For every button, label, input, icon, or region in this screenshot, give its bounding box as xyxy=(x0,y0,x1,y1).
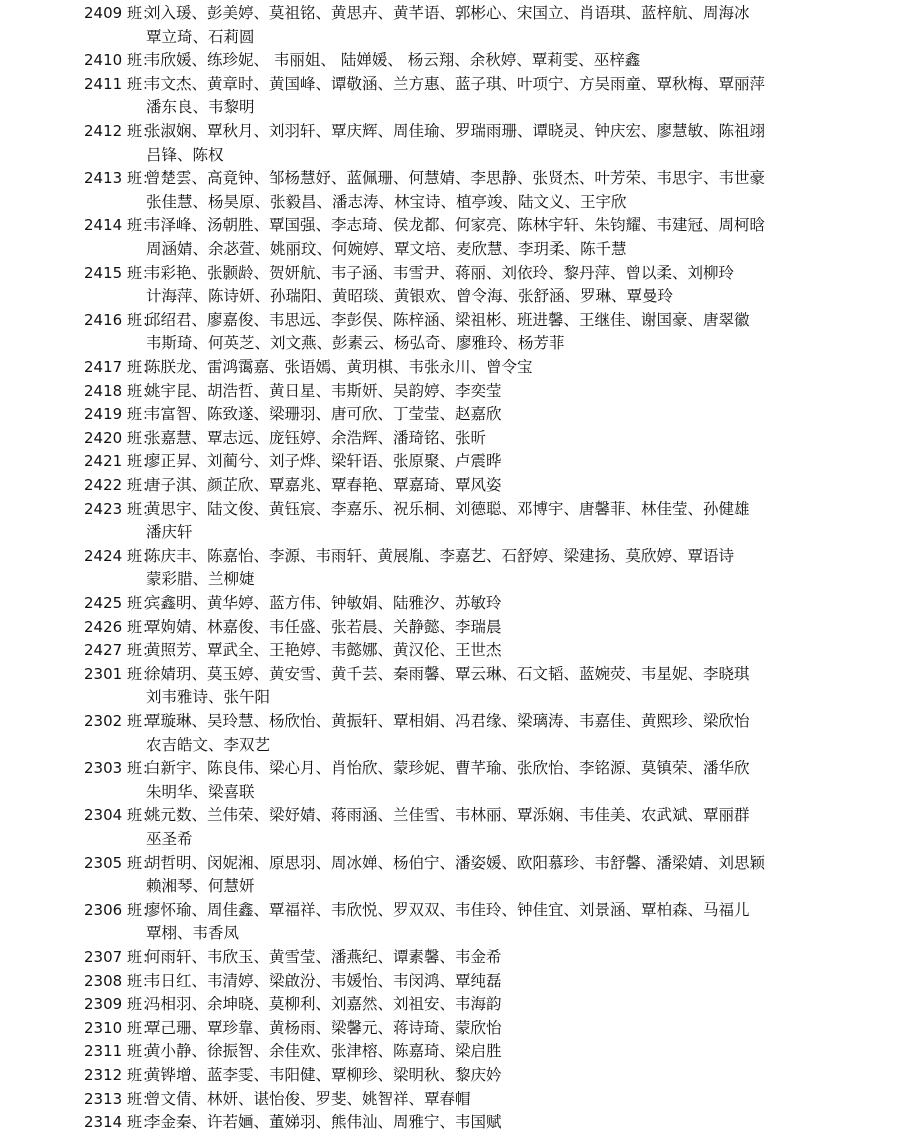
student-names: 黄铧增、蓝李雯、韦阳健、覃柳珍、梁明秋、黎庆妗 xyxy=(145,1066,502,1084)
class-entry-continuation-line xyxy=(146,96,255,119)
student-names: 韦富智、陈致遂、梁珊羽、唐可欣、丁莹莹、赵嘉欣 xyxy=(145,405,502,424)
student-names: 刘入瑗、彭美婷、莫祖铭、黄思卉、黄芊语、郭彬心、宋国立、肖语琪、蓝梓航、周海冰 xyxy=(145,4,750,22)
class-label: 2413 班： xyxy=(84,169,157,188)
class-entry-first-line xyxy=(84,49,640,72)
student-names: 邱绍君、廖嘉俊、韦思远、李彭俣、陈梓涵、梁祖彬、班进馨、王继佳、谢国豪、唐翠徽 xyxy=(145,310,750,329)
class-entry-first-line xyxy=(84,852,765,875)
class-label: 2301 班： xyxy=(84,664,157,683)
class-label: 2421 班： xyxy=(84,452,157,471)
student-names: 姚宇昆、胡浩哲、黄日星、韦斯妍、吴韵婷、李奕莹 xyxy=(145,381,502,400)
class-entry-first-line xyxy=(84,498,750,521)
student-names: 黄思宇、陆文俊、黄钰宸、李嘉乐、祝乐桐、刘德聪、邓博宇、唐馨菲、林佳莹、孙健雄 xyxy=(145,499,750,518)
class-label: 2312 班： xyxy=(84,1066,157,1084)
class-entry-first-line xyxy=(84,1040,502,1063)
student-names: 周涵婧、余苾萱、姚丽玟、何婉婷、覃文培、麦欣慧、李玥柔、陈千慧 xyxy=(146,240,627,258)
class-label: 2410 班： xyxy=(84,51,157,70)
class-entry-first-line xyxy=(84,120,765,143)
class-label: 2415 班： xyxy=(84,263,157,282)
class-entry-continuation-line xyxy=(146,781,255,804)
class-label: 2308 班： xyxy=(84,971,157,990)
class-label: 2420 班： xyxy=(84,428,157,447)
student-names: 农吉皓文、李双艺 xyxy=(146,735,271,754)
class-entry-first-line xyxy=(84,167,765,190)
student-names: 覃立琦、石莉圆 xyxy=(146,27,255,46)
student-names: 韦斯琦、何英芝、刘文燕、彭素云、杨弘奇、廖雅玲、杨芳菲 xyxy=(146,334,565,353)
student-names: 陈朕龙、雷鸿霭嘉、张语嫣、黄玥棋、韦张永川、曾令宝 xyxy=(145,358,533,376)
class-label: 2423 班： xyxy=(84,499,157,518)
class-entry-first-line xyxy=(84,639,502,662)
class-entry-first-line xyxy=(84,450,502,473)
student-names: 唐子淇、颜芷欣、覃嘉兆、覃春艳、覃嘉琦、覃风姿 xyxy=(145,476,502,494)
student-names: 覃己珊、覃珍靠、黄杨雨、梁馨元、蒋诗琦、蒙欣怡 xyxy=(145,1018,502,1037)
class-entry-first-line xyxy=(84,616,502,639)
class-entry-first-line xyxy=(84,946,502,969)
student-names: 张淑娴、覃秋月、刘羽轩、覃庆辉、周佳瑜、罗瑞雨珊、谭晓灵、钟庆宏、廖慧敏、陈祖翊 xyxy=(145,122,766,140)
student-names: 冯相羽、余坤晓、莫柳利、刘嘉然、刘祖安、韦海韵 xyxy=(145,995,502,1014)
student-names: 李金秦、许若婳、董娣羽、熊伟汕、周雅宁、韦国赋 xyxy=(145,1113,502,1132)
class-entry-first-line xyxy=(84,403,502,426)
class-entry-first-line xyxy=(84,899,750,922)
class-entry-first-line xyxy=(84,970,502,993)
student-names: 潘东良、韦黎明 xyxy=(146,98,255,117)
student-names: 宾鑫明、黄华婷、蓝方伟、钟敏娟、陆雅汐、苏敏玲 xyxy=(145,594,502,612)
student-names: 黄小静、徐振智、余佳欢、张津榕、陈嘉琦、梁启胜 xyxy=(145,1042,502,1061)
student-names: 陈庆丰、陈嘉怡、李源、韦雨轩、黄展胤、李嘉艺、石舒婷、梁建扬、莫欣婷、覃语诗 xyxy=(145,546,735,565)
class-entry-first-line xyxy=(84,592,502,615)
class-label: 2417 班： xyxy=(84,358,157,376)
student-names: 徐婧玥、莫玉婷、黄安雪、黄千芸、秦雨馨、覃云琳、石文韬、蓝婉荧、韦星妮、李晓琪 xyxy=(145,664,750,683)
class-entry-first-line xyxy=(84,757,750,780)
student-names: 覃璇琳、吴玲慧、杨欣怡、黄振轩、覃相娟、冯君缘、梁璃涛、韦嘉佳、黄熙珍、梁欣怡 xyxy=(145,712,750,730)
student-names: 张佳慧、杨昊原、张毅昌、潘志涛、林宝诗、植亭竣、陆文义、王宇欣 xyxy=(146,192,627,211)
student-names: 何雨轩、韦欣玉、黄雪莹、潘燕纪、谭素馨、韦金希 xyxy=(145,948,502,966)
class-label: 2422 班： xyxy=(84,476,157,494)
class-label: 2310 班： xyxy=(84,1018,157,1037)
class-label: 2305 班： xyxy=(84,853,157,872)
class-label: 2309 班： xyxy=(84,995,157,1014)
class-entry-first-line xyxy=(84,380,502,403)
class-label: 2314 班： xyxy=(84,1113,157,1132)
class-entry-first-line xyxy=(84,214,765,237)
class-entry-first-line xyxy=(84,2,750,25)
student-names: 韦泽峰、汤朝胜、覃国强、李志琦、侯龙都、何家亮、陈林宇轩、朱钧耀、韦建冠、周柯晗 xyxy=(145,216,766,235)
class-entry-continuation-line xyxy=(146,238,627,261)
class-entry-continuation-line xyxy=(146,568,255,591)
class-entry-first-line xyxy=(84,309,750,332)
student-names: 朱明华、梁喜联 xyxy=(146,782,255,801)
class-label: 2411 班： xyxy=(84,74,157,93)
class-label: 2414 班： xyxy=(84,216,157,235)
class-label: 2412 班： xyxy=(84,122,157,140)
class-label: 2313 班： xyxy=(84,1089,157,1108)
student-names: 曾楚雲、高竟钟、邹杨慧妤、蓝佩珊、何慧婧、李思静、张贤杰、叶芳荣、韦思宇、韦世豪 xyxy=(145,169,766,188)
class-entry-continuation-line xyxy=(146,26,255,49)
student-names: 赖湘琴、何慧妍 xyxy=(146,877,255,896)
class-entry-first-line xyxy=(84,73,765,96)
class-label: 2424 班： xyxy=(84,546,157,565)
class-entry-continuation-line xyxy=(146,191,627,214)
student-names: 蒙彩腊、兰柳婕 xyxy=(146,570,255,589)
class-entry-first-line xyxy=(84,1017,502,1040)
class-entry-first-line xyxy=(84,1064,502,1087)
class-entry-continuation-line xyxy=(146,521,193,544)
class-entry-continuation-line xyxy=(146,686,270,709)
student-names: 廖正昇、刘蔺兮、刘子烨、梁轩语、张原聚、卢震晔 xyxy=(145,452,502,471)
student-names: 覃姁婧、林嘉俊、韦任盛、张若晨、关静懿、李瑞晨 xyxy=(145,617,502,636)
student-names: 潘庆轩 xyxy=(146,523,193,542)
class-entry-first-line xyxy=(84,545,734,568)
class-entry-first-line xyxy=(84,804,750,827)
class-entry-first-line xyxy=(84,262,734,285)
student-names: 吕锋、陈权 xyxy=(146,145,224,164)
class-label: 2418 班： xyxy=(84,381,157,400)
student-names: 韦彩艳、张颢龄、贺妍航、韦子涵、韦雪尹、蒋丽、刘依玲、黎丹萍、曾以柔、刘柳玲 xyxy=(145,263,735,282)
class-entry-continuation-line xyxy=(146,734,270,757)
student-names: 韦文杰、黄章时、黄国峰、谭敬涵、兰方惠、蓝子琪、叶项宁、方吴雨童、覃秋梅、覃丽萍 xyxy=(145,74,766,93)
class-entry-continuation-line xyxy=(146,332,565,355)
class-label: 2416 班： xyxy=(84,310,157,329)
student-names: 曾文倩、林妍、谌怡俊、罗斐、姚智祥、覃春帽 xyxy=(145,1089,471,1108)
class-label: 2426 班： xyxy=(84,617,157,636)
class-entry-first-line xyxy=(84,474,502,497)
class-label: 2419 班： xyxy=(84,405,157,424)
class-label: 2311 班： xyxy=(84,1042,157,1061)
class-entry-continuation-line xyxy=(146,875,255,898)
student-names: 白新宇、陈良伟、梁心月、肖怡欣、蒙珍妮、曹芊瑜、张欣怡、李铭源、莫镇荣、潘华欣 xyxy=(145,759,750,778)
class-entry-continuation-line xyxy=(146,144,224,167)
student-names: 巫圣希 xyxy=(146,830,193,848)
student-names: 姚元数、兰伟荣、梁妤婧、蒋雨涵、兰佳雪、韦林丽、覃泺娴、韦佳美、农武斌、覃丽群 xyxy=(145,806,750,825)
student-names: 计海萍、陈诗妍、孙瑞阳、黄昭琰、黄银欢、曾令海、张舒涵、罗琳、覃曼玲 xyxy=(146,287,674,306)
class-label: 2306 班： xyxy=(84,900,157,919)
student-names: 胡哲明、闵妮湘、原思羽、周冰婵、杨伯宁、潘姿媛、欧阳慕珍、韦舒馨、潘梁婧、刘思颖 xyxy=(145,853,766,872)
class-entry-first-line xyxy=(84,427,486,450)
class-entry-first-line xyxy=(84,663,750,686)
class-entry-first-line xyxy=(84,993,502,1016)
class-label: 2304 班： xyxy=(84,806,157,825)
student-names: 韦日红、韦清婷、梁啟汾、韦媛怡、韦闵鸿、覃纯磊 xyxy=(145,971,502,990)
student-names: 覃栩、韦香凤 xyxy=(146,924,240,943)
class-entry-continuation-line xyxy=(146,285,673,308)
student-names: 黄照芳、覃武全、王艳婷、韦懿娜、黄汉伦、王世杰 xyxy=(145,641,502,660)
class-entry-first-line xyxy=(84,710,750,733)
student-names: 廖怀瑜、周佳鑫、覃福祥、韦欣悦、罗双双、韦佳玲、钟佳宜、刘景涵、覃柏森、马福儿 xyxy=(145,900,750,919)
student-names: 张嘉慧、覃志远、庞钰婷、余浩辉、潘琦铭、张昕 xyxy=(145,428,487,447)
student-names: 刘韦雅诗、张午阳 xyxy=(146,688,271,707)
class-entry-continuation-line xyxy=(146,922,239,945)
class-label: 2302 班： xyxy=(84,712,157,730)
class-label: 2409 班： xyxy=(84,4,157,22)
class-entry-first-line xyxy=(84,356,533,379)
student-names: 韦欣媛、练珍妮、 韦丽姐、 陆婵媛、 杨云翔、余秋婷、覃莉雯、巫梓鑫 xyxy=(145,51,641,70)
class-entry-first-line xyxy=(84,1111,502,1134)
class-entry-first-line xyxy=(84,1088,471,1111)
class-label: 2307 班： xyxy=(84,948,157,966)
class-label: 2425 班： xyxy=(84,594,157,612)
class-entry-continuation-line xyxy=(146,828,193,851)
class-label: 2427 班： xyxy=(84,641,157,660)
class-label: 2303 班： xyxy=(84,759,157,778)
